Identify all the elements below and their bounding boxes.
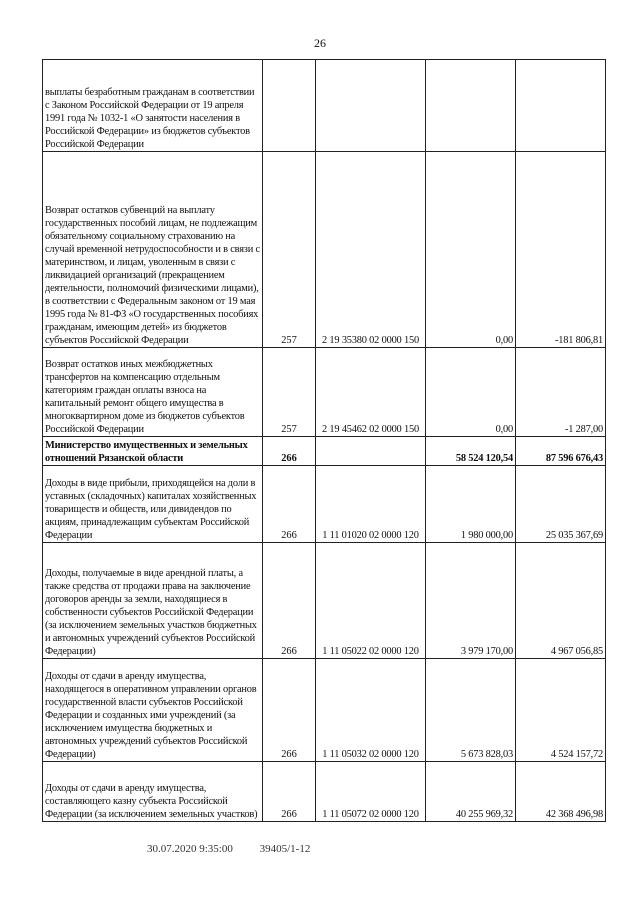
print-timestamp: 30.07.2020 9:35:00: [147, 843, 233, 855]
table-row: [43, 543, 606, 659]
administrator-code-cell: 266: [263, 543, 316, 659]
actual-amount-cell: 25 035 367,69: [516, 466, 606, 543]
budget-classification-code-cell: 1 11 05032 02 0000 120: [316, 659, 426, 762]
administrator-code-cell: 257: [263, 152, 316, 348]
table-row: [43, 466, 606, 543]
revenue-table: [42, 59, 606, 822]
administrator-code-cell: 266: [263, 762, 316, 822]
budget-classification-code-cell: 2 19 35380 02 0000 150: [316, 152, 426, 348]
income-name-cell: Министерство имущественных и земельных отношений Рязанской области: [43, 437, 263, 466]
actual-amount-cell: 4 967 056,85: [516, 543, 606, 659]
planned-amount-cell: 3 979 170,00: [426, 543, 516, 659]
table-row: [43, 152, 606, 348]
actual-amount-cell: 42 368 496,98: [516, 762, 606, 822]
planned-amount-cell: 1 980 000,00: [426, 466, 516, 543]
document-id: 39405/1-12: [259, 843, 311, 855]
income-name-cell: выплаты безработным гражданам в соответствии с Законом Российской Федерации от 19 апреля 1991 года № 1032-1 «О занятости населения в Российской Федерации» из бюджетов субъектов Российской Федерации: [43, 60, 263, 152]
administrator-code-cell: 266: [263, 437, 316, 466]
income-name-cell: Доходы от сдачи в аренду имущества, составляющего казну субъекта Российской Федерации (за исключением земельных участков): [43, 762, 263, 822]
actual-amount-cell: -181 806,81: [516, 152, 606, 348]
administrator-code-cell: 257: [263, 348, 316, 437]
page-number: 26: [314, 36, 326, 50]
revenue-table-body: [43, 60, 606, 822]
administrator-code-cell: 266: [263, 466, 316, 543]
budget-classification-code-cell: 1 11 05072 02 0000 120: [316, 762, 426, 822]
actual-amount-cell: 87 596 676,43: [516, 437, 606, 466]
income-name-cell: Доходы в виде прибыли, приходящейся на доли в уставных (складочных) капиталах хозяйственных товариществ и обществ, или дивидендов по акциям, принадлежащим субъектам Российской Федерации: [43, 466, 263, 543]
budget-classification-code-cell: 2 19 45462 02 0000 150: [316, 348, 426, 437]
budget-classification-code-cell: 1 11 05022 02 0000 120: [316, 543, 426, 659]
administrator-code-cell: [263, 60, 316, 152]
budget-classification-code-cell: [316, 60, 426, 152]
planned-amount-cell: [426, 60, 516, 152]
administrator-code-cell: 266: [263, 659, 316, 762]
budget-classification-code-cell: [316, 437, 426, 466]
planned-amount-cell: 5 673 828,03: [426, 659, 516, 762]
table-row: [43, 437, 606, 466]
planned-amount-cell: 0,00: [426, 152, 516, 348]
table-row: [43, 762, 606, 822]
planned-amount-cell: 58 524 120,54: [426, 437, 516, 466]
planned-amount-cell: 40 255 969,32: [426, 762, 516, 822]
table-row: [43, 659, 606, 762]
income-name-cell: Доходы, получаемые в виде арендной платы, а также средства от продажи права на заключение договоров аренды за земли, находящиеся в собственности субъектов Российской Федерации (за исключением земельных участков бюджетных и автономных учреждений субъектов Российской Федерации): [43, 543, 263, 659]
income-name-cell: Доходы от сдачи в аренду имущества, находящегося в оперативном управлении органов государственной власти субъектов Российской Федерации и созданных ими учреждений (за исключением имущества бюджетных и автономных учреждений субъектов Российской Федерации): [43, 659, 263, 762]
actual-amount-cell: 4 524 157,72: [516, 659, 606, 762]
planned-amount-cell: 0,00: [426, 348, 516, 437]
actual-amount-cell: -1 287,00: [516, 348, 606, 437]
income-name-cell: Возврат остатков субвенций на выплату государственных пособий лицам, не подлежащим обязательному социальному страхованию на случай временной нетрудоспособности и в связи с материнством, и лицам, уволенным в связи с ликвидацией организаций (прекращением деятельности, полномочий физическими лицами), в соответствии с Федеральным законом от 19 мая 1995 года № 81-ФЗ «О государственных пособиях гражданам, имеющим детей» из бюджетов субъектов Российской Федерации: [43, 152, 263, 348]
table-row: [43, 60, 606, 152]
table-row: [43, 348, 606, 437]
page-footer: [147, 843, 310, 855]
actual-amount-cell: [516, 60, 606, 152]
income-name-cell: Возврат остатков иных межбюджетных трансфертов на компенсацию отдельным категориям граждан оплаты взноса на капитальный ремонт общего имущества в многоквартирном доме из бюджетов субъектов Российской Федерации: [43, 348, 263, 437]
budget-classification-code-cell: 1 11 01020 02 0000 120: [316, 466, 426, 543]
